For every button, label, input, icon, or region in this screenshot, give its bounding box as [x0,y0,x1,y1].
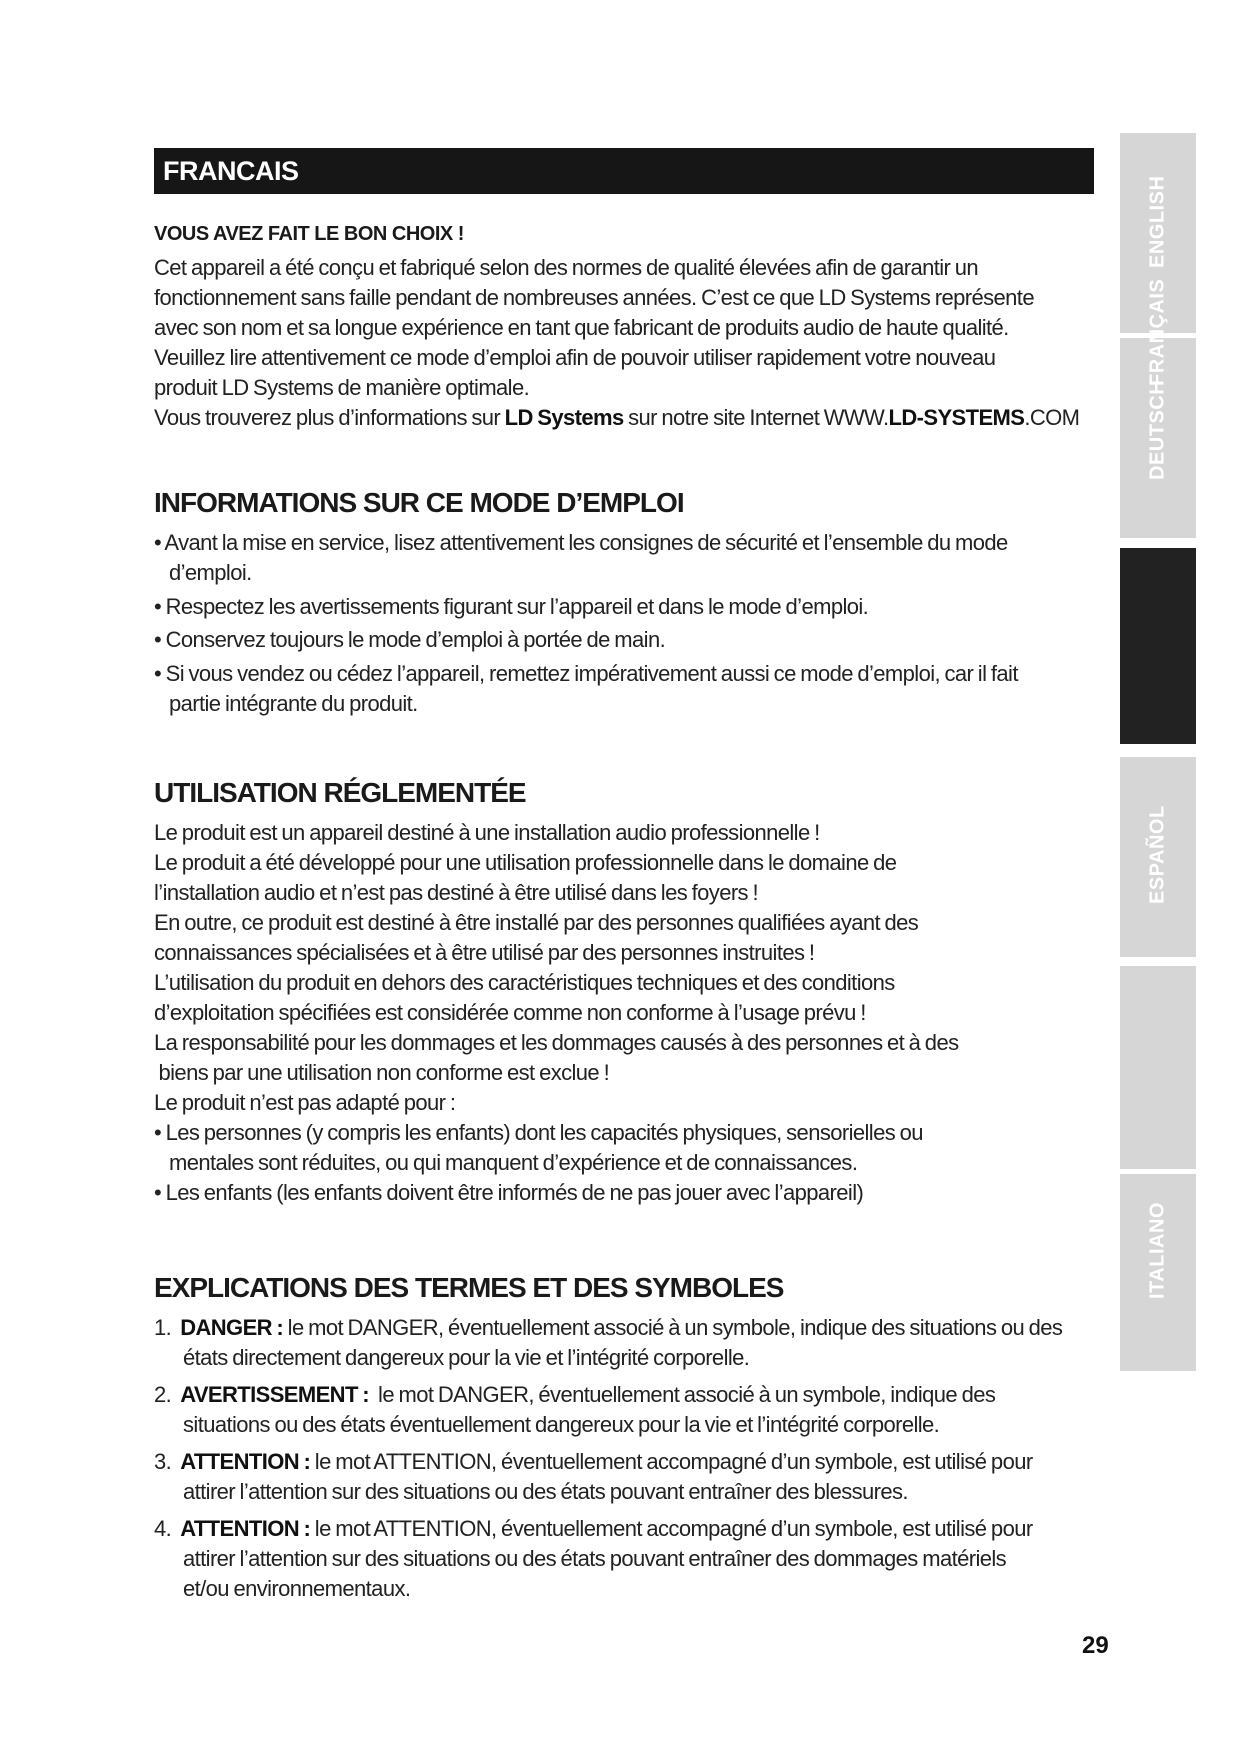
bullet-continuation: mentales sont réduites, ou qui manquent d’expérience et de connaissances. [169,1150,858,1175]
numbered-item [154,1447,1062,1507]
intro-line: Veuillez lire attentivement ce mode d’emploi afin de pouvoir utiliser rapidement votre nouveau [154,345,996,370]
item-number: 1. [154,1315,172,1340]
item-term: ATTENTION : [180,1516,311,1541]
item-number: 2. [154,1382,172,1407]
item-continuation: situations ou des états éventuellement dangereux pour la vie et l’intégrité corporelle. [183,1412,940,1437]
intended-use-line: d’exploitation spécifiées est considérée comme non conforme à l’usage prévu ! [154,1000,866,1025]
bullet-text: • Avant la mise en service, lisez attentivement les consignes de sécurité et l’ensemble du mode [154,530,1008,555]
item-term: DANGER : [180,1315,284,1340]
tab-label-francais: FRANÇAIS [1146,278,1169,387]
terms-list [154,1313,1062,1604]
intro-line: fonctionnement sans faille pendant de nombreuses années. C’est ce que LD Systems représente [154,285,1034,310]
bullet-text: • Respectez les avertissements figurant sur l’appareil et dans le mode d’emploi. [154,594,869,619]
numbered-item [154,1380,1062,1440]
item-continuation: et/ou environnementaux. [183,1576,411,1601]
bullet-continuation: partie intégrante du produit. [169,691,418,716]
bullet-text: • Conservez toujours le mode d’emploi à portée de main. [154,627,666,652]
tab-separator [1120,1169,1196,1174]
bullet-item [154,528,1018,588]
intended-use-paragraph [154,818,958,1208]
item-number: 4. [154,1516,172,1541]
item-text: le mot DANGER, éventuellement associé à un symbole, indique des situations ou des [283,1315,1063,1340]
intended-use-line: La responsabilité pour les dommages et les dommages causés à des personnes et à des [154,1030,959,1055]
intro-info-line [154,403,1079,433]
item-continuation: attirer l’attention sur des situations ou des états pouvant entraîner des blessures. [183,1479,908,1504]
tab-francais[interactable] [1120,548,1196,744]
intended-use-heading: UTILISATION RÉGLEMENTÉE [154,777,526,808]
bullet-item [154,659,1018,719]
item-continuation: attirer l’attention sur des situations ou des états pouvant entraîner des dommages matériels [183,1546,1007,1571]
tab-polski[interactable] [1120,966,1196,1169]
intended-use-line: Le produit a été développé pour une utilisation professionnelle dans le domaine de [154,850,897,875]
item-text: le mot ATTENTION, éventuellement accompagné d’un symbole, est utilisé pour [310,1449,1033,1474]
bullet-continuation: d’emploi. [169,560,252,585]
bullet-text: • Si vous vendez ou cédez l’appareil, remettez impérativement aussi ce mode d’emploi, car il fait [154,661,1018,686]
item-text: le mot DANGER, éventuellement associé à un symbole, indique des [369,1382,996,1407]
intended-use-line: Le produit est un appareil destiné à une installation audio professionnelle ! [154,820,820,845]
intro-line: avec son nom et sa longue expérience en tant que fabricant de produits audio de haute qualité. [154,315,1009,340]
bullet-item [154,1178,958,1208]
item-term: ATTENTION : [180,1449,311,1474]
intended-use-line: Le produit n’est pas adapté pour : [154,1090,456,1115]
intro-paragraph [154,253,1079,433]
intended-use-line: connaissances spécialisées et à être utilisé par des personnes instruites ! [154,940,815,965]
bullet-item [154,1118,958,1178]
intro-line: Cet appareil a été conçu et fabriqué selon des normes de qualité élevées afin de garantir un [154,255,979,280]
terms-heading: EXPLICATIONS DES TERMES ET DES SYMBOLES [154,1272,784,1303]
page-number: 29 [1082,1632,1109,1659]
numbered-item [154,1514,1062,1604]
bullet-text: • Les personnes (y compris les enfants) dont les capacités physiques, sensorielles ou [154,1120,923,1145]
info-site: LD-SYSTEMS [888,405,1025,430]
bullet-text: • Les enfants (les enfants doivent être informés de ne pas jouer avec l’appareil) [154,1180,864,1205]
item-text: le mot ATTENTION, éventuellement accompagné d’un symbole, est utilisé pour [310,1516,1033,1541]
item-term: AVERTISSEMENT : [180,1382,370,1407]
intended-use-line: biens par une utilisation non conforme est exclue ! [154,1060,610,1085]
bullet-item [154,592,1018,622]
tab-label-deutsch: DEUTSCH [1146,379,1169,481]
item-continuation: états directement dangereux pour la vie et l’intégrité corporelle. [183,1345,750,1370]
tab-label-english: ENGLISH [1146,175,1169,269]
item-number: 3. [154,1449,172,1474]
intended-use-line: L’utilisation du produit en dehors des caractéristiques techniques et des conditions [154,970,895,995]
tab-label-italiano: ITALIANO [1146,1202,1169,1300]
info-suffix: .COM [1024,405,1080,430]
section-language-bar [154,148,1094,194]
intro-line: produit LD Systems de manière optimale. [154,375,530,400]
tab-label-espanol: ESPAÑOL [1146,805,1169,905]
info-mid: sur notre site Internet WWW. [623,405,889,430]
numbered-item [154,1313,1062,1373]
intended-use-line: l’installation audio et n’est pas destiné à être utilisé dans les foyers ! [154,880,758,905]
manual-info-heading: INFORMATIONS SUR CE MODE D’EMPLOI [154,487,684,518]
manual-info-bullets [154,528,1018,719]
bullet-item [154,625,1018,655]
info-brand: LD Systems [504,405,624,430]
intended-use-line: En outre, ce produit est destiné à être installé par des personnes qualifiées ayant des [154,910,919,935]
info-prefix: Vous trouverez plus d’informations sur [154,405,505,430]
section-language-label: FRANCAIS [163,156,299,186]
intro-tagline: VOUS AVEZ FAIT LE BON CHOIX ! [154,223,464,245]
